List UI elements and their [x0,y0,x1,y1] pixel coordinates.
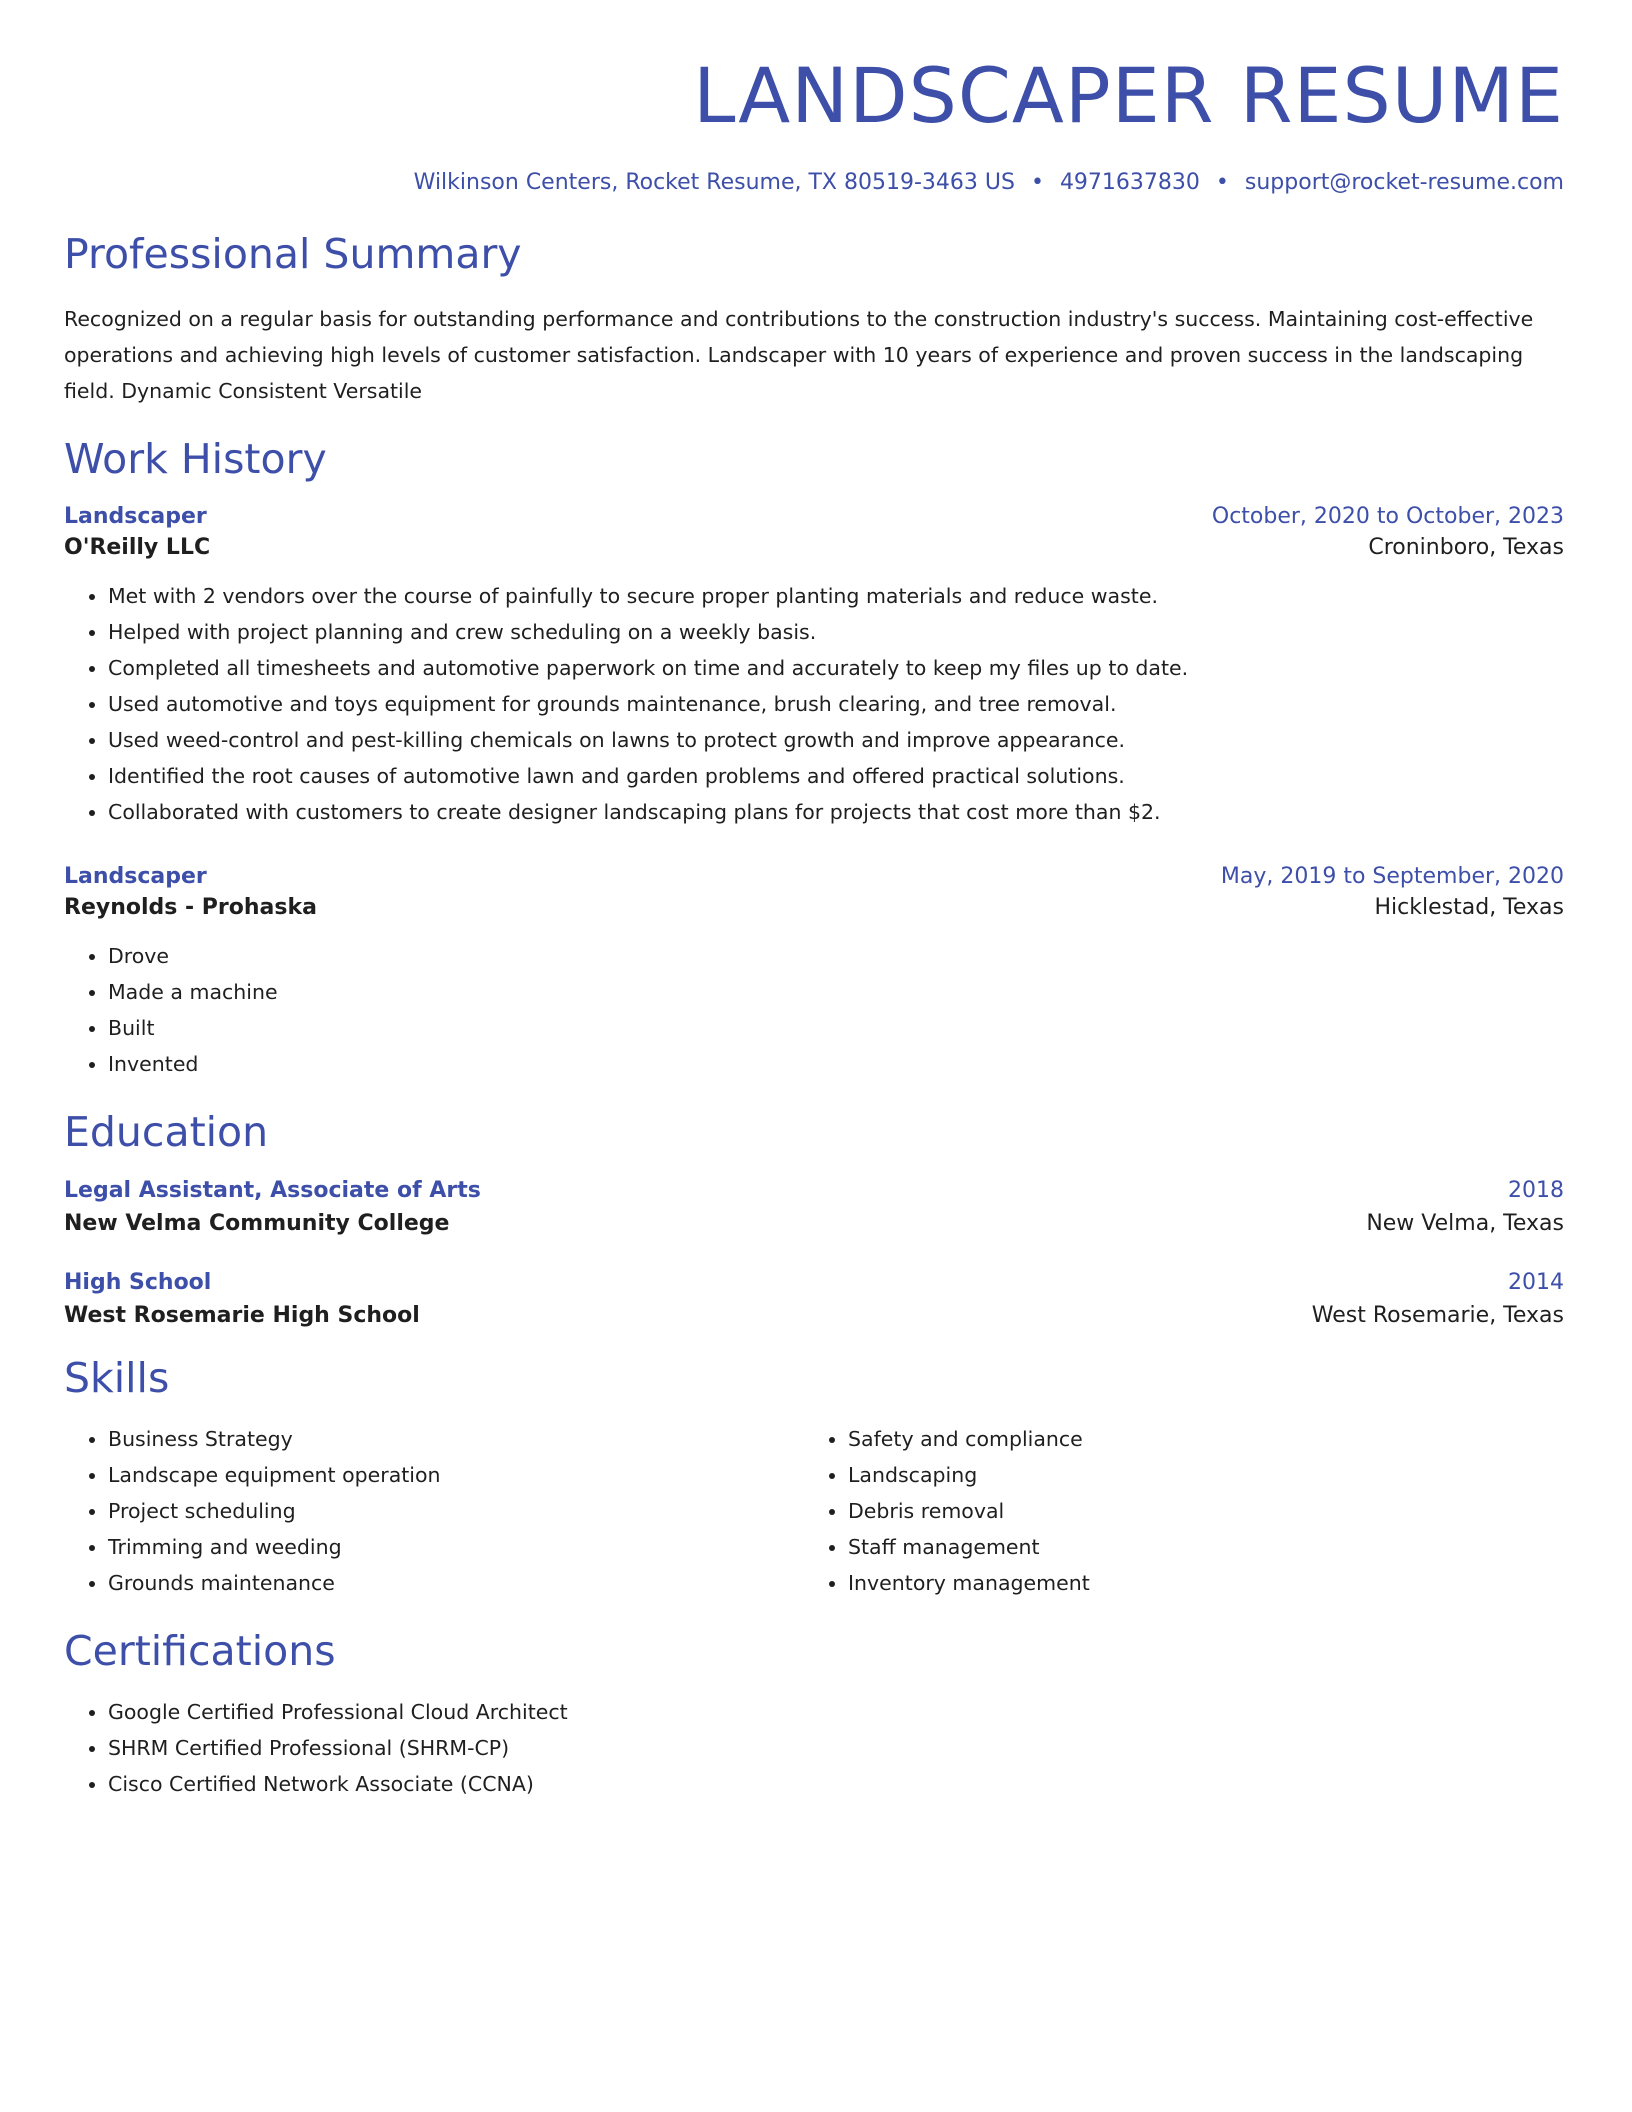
education-school: New Velma Community College [64,1210,450,1236]
list-item: • Made a machine [108,974,1564,1010]
job-entry [64,864,1564,1082]
skills-columns [64,1421,1564,1601]
education-school-row [64,1211,1564,1236]
education-header-row [64,1270,1564,1295]
skill-item: • Safety and compliance [848,1421,1544,1457]
summary-text: Recognized on a regular basis for outstanding performance and contributions to the construction industry's success. Maintaining cost-effective operations and achieving high levels of customer satisfaction. Landscaper with 10 years of experience and proven success in the landscaping field. Dynamic Consistent Versatile [64,307,1534,404]
skill-item: • Debris removal [848,1493,1544,1529]
job-company-row [64,535,1564,560]
skill-item: • Trimming and weeding [108,1529,804,1565]
skills-column-right [804,1421,1544,1601]
skill-item: • Inventory management [848,1565,1544,1601]
skills-list [64,1421,804,1601]
resume-page [64,0,1564,1802]
list-item: • Used weed-control and pest-killing chemicals on lawns to protect growth and improve appearance. [108,722,1564,758]
education-degree: Legal Assistant, Associate of Arts [64,1177,481,1203]
contact-phone: 4971637830 [1059,170,1200,196]
contact-address: Wilkinson Centers, Rocket Resume, TX 80519-3463 US [413,170,1015,196]
contact-email[interactable]: support@rocket-resume.com [1244,170,1564,196]
list-item: • Met with 2 vendors over the course of painfully to secure proper planting materials and reduce waste. [108,578,1564,614]
list-item: • Collaborated with customers to create designer landscaping plans for projects that cost more than $2. [108,794,1564,830]
job-title: Landscaper [64,504,207,530]
job-title: Landscaper [64,864,207,890]
list-item: • Completed all timesheets and automotive paperwork on time and accurately to keep my files up to date. [108,650,1564,686]
education-location: New Velma, Texas [1366,1210,1564,1236]
skill-item: • Grounds maintenance [108,1565,804,1601]
skill-item: • Business Strategy [108,1421,804,1457]
education-school: West Rosemarie High School [64,1302,420,1328]
skill-item: • Landscape equipment operation [108,1457,804,1493]
separator-dot: • [1215,170,1229,196]
job-dates: May, 2019 to September, 2020 [1220,864,1564,890]
education-degree: High School [64,1269,212,1295]
education-entry [64,1270,1564,1328]
skills-column-left [64,1421,804,1601]
job-location: Hicklestad, Texas [1374,895,1564,921]
job-header-row [64,504,1564,529]
certifications-list [64,1694,1564,1802]
job-bullets [64,578,1564,830]
certifications-heading: Certifications [64,1626,336,1675]
resume-title: LANDSCAPER RESUME [693,51,1564,140]
list-item: • Used automotive and toys equipment for grounds maintenance, brush clearing, and tree removal. [108,686,1564,722]
education-header-row [64,1178,1564,1203]
job-bullets [64,938,1564,1082]
skill-item: • Landscaping [848,1457,1544,1493]
certification-item: • Cisco Certified Network Associate (CCNA) [108,1766,1564,1802]
summary-heading: Professional Summary [64,229,522,278]
education-entry [64,1178,1564,1236]
list-item: • Identified the root causes of automotive lawn and garden problems and offered practical solutions. [108,758,1564,794]
certification-item: • SHRM Certified Professional (SHRM-CP) [108,1730,1564,1766]
list-item: • Invented [108,1046,1564,1082]
job-entry [64,504,1564,830]
education-year: 2014 [1508,1269,1564,1295]
job-dates: October, 2020 to October, 2023 [1211,504,1564,530]
job-location: Croninboro, Texas [1368,535,1564,561]
job-company-row [64,895,1564,920]
list-item: • Drove [108,938,1564,974]
skills-list [804,1421,1544,1601]
separator-dot: • [1030,170,1044,196]
certification-item: • Google Certified Professional Cloud Architect [108,1694,1564,1730]
job-company: Reynolds - Prohaska [64,895,317,921]
skill-item: • Staff management [848,1529,1544,1565]
education-school-row [64,1303,1564,1328]
skills-heading: Skills [64,1353,170,1402]
education-year: 2018 [1508,1177,1564,1203]
education-location: West Rosemarie, Texas [1311,1302,1564,1328]
work-history-heading: Work History [64,435,327,484]
education-heading: Education [64,1108,269,1157]
list-item: • Helped with project planning and crew scheduling on a weekly basis. [108,614,1564,650]
job-header-row [64,864,1564,889]
contact-line [64,169,1564,198]
list-item: • Built [108,1010,1564,1046]
skill-item: • Project scheduling [108,1493,804,1529]
job-company: O'Reilly LLC [64,535,211,561]
